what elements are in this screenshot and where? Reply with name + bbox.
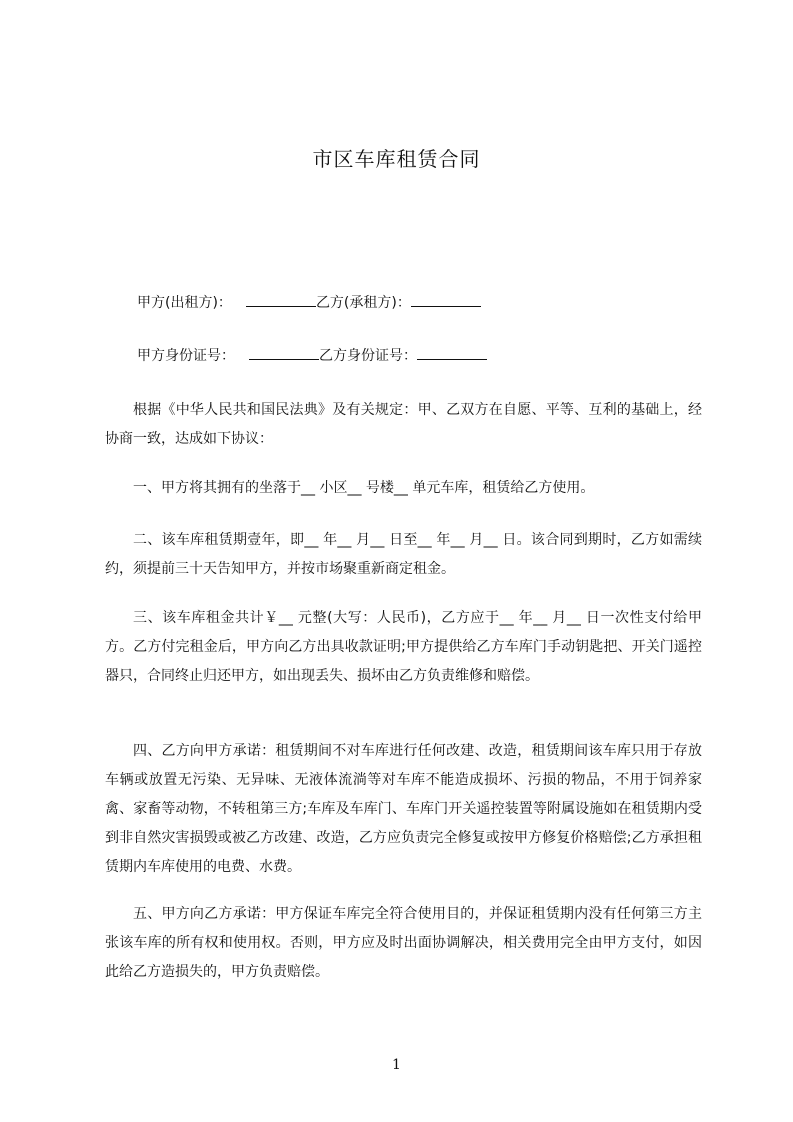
party-ids-line <box>137 345 487 365</box>
party-b-name-blank <box>411 294 481 307</box>
clause-1-paragraph: 一、甲方将其拥有的坐落于__ 小区__ 号楼__ 单元车库，租赁给乙方使用。 <box>133 480 595 496</box>
clause-5-paragraph: 五、甲方向乙方承诺：甲方保证车库完全符合使用目的，并保证租赁期内没有任何第三方主张该车库的所有权和使用权。否则，甲方应及时出面协调解决，相关费用完全由甲方支付，如因此给乙方造损失的，甲方负责赔偿。 <box>105 906 702 980</box>
party-a-name-blank <box>246 294 316 307</box>
party-names-line <box>137 292 481 312</box>
party-b-id-blank <box>417 347 487 360</box>
party-b-id-label: 乙方身份证号： <box>319 348 417 364</box>
clause-4-paragraph: 四、乙方向甲方承诺：租赁期间不对车库进行任何改建、改造，租赁期间该车库只用于存放车辆或放置无污染、无异味、无液体流淌等对车库不能造成损坏、污损的物品，不用于饲养家禽、家畜等动物，不转租第三方;车库及车库门、车库门开关遥控装置等附属设施如在租赁期内受到非自然灾害损毁或被乙方改建、改造，乙方应负责完全修复或按甲方修复价格赔偿;乙方承担租赁期内车库使用的电费、水费。 <box>105 743 702 875</box>
party-a-label: 甲方(出租方)： <box>137 295 232 311</box>
party-a-id-blank <box>249 347 319 360</box>
party-b-label: 乙方(承租方)： <box>315 295 411 311</box>
party-a-id-label: 甲方身份证号： <box>137 348 235 364</box>
page-number: 1 <box>392 1057 401 1073</box>
clause-2-paragraph: 二、该车库租赁期壹年，即__ 年__ 月__ 日至__ 年__ 月__ 日。该合同到期时，乙方如需续约，须提前三十天告知甲方，并按市场聚重新商定租金。 <box>105 532 702 577</box>
document-title: 市区车库租赁合同 <box>312 147 481 171</box>
clause-3-paragraph: 三、该车库租金共计￥__ 元整(大写：人民币)，乙方应于__ 年__ 月__ 日一次性支付给甲方。乙方付完租金后，甲方向乙方出具收款证明;甲方提供给乙方车库门手动钥匙把、开关门遥控器只，合同终止归还甲方，如出现丢失、损坏由乙方负责维修和赔偿。 <box>105 610 702 684</box>
preamble-paragraph: 根据《中华人民共和国民法典》及有关规定：甲、乙双方在自愿、平等、互利的基础上，经协商一致，达成如下协议： <box>105 402 702 447</box>
